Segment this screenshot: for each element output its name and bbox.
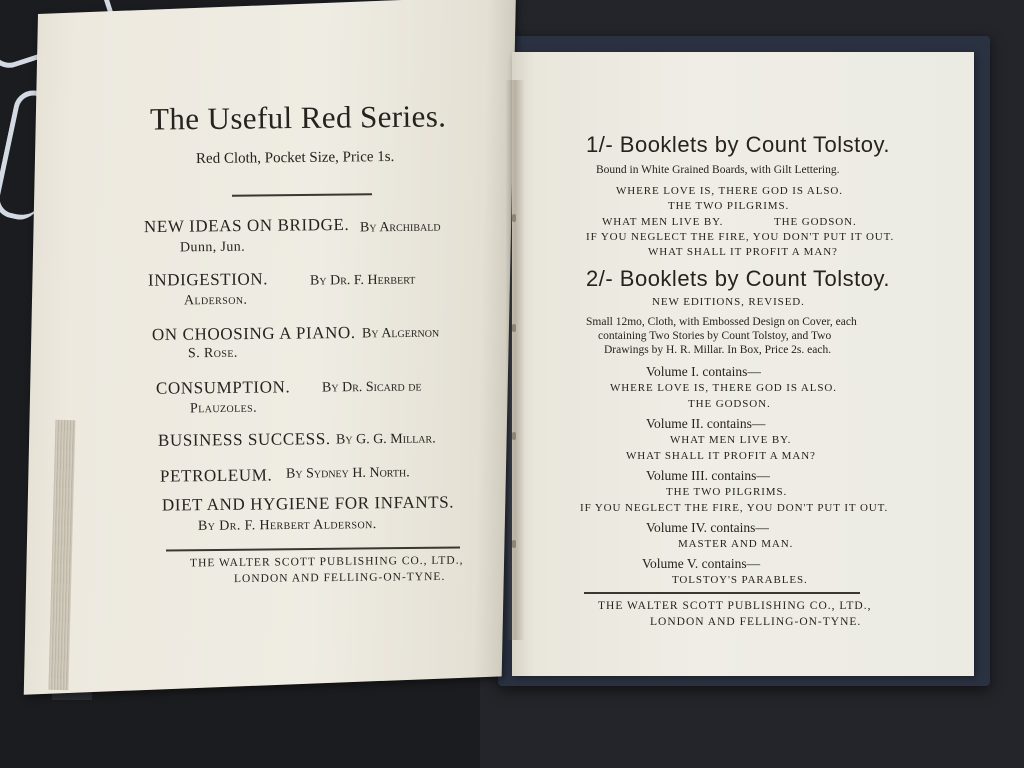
booklet-title: WHERE LOVE IS, THERE GOD IS ALSO. [616, 185, 843, 197]
booklet-title: THE GODSON. [774, 216, 857, 228]
entry-title: BUSINESS SUCCESS. [157, 429, 331, 450]
editions-note: NEW EDITIONS, REVISED. [652, 296, 805, 308]
publisher-place: LONDON AND FELLING-ON-TYNE. [650, 616, 862, 628]
binding-note: Bound in White Grained Boards, with Gilt Lettering. [596, 164, 840, 176]
publisher-place: LONDON AND FELLING-ON-TYNE. [233, 570, 446, 586]
booklet-title: IF YOU NEGLECT THE FIRE, YOU DON'T PUT IT OUT. [586, 231, 895, 243]
volume-label: Volume III. contains— [646, 468, 770, 483]
volume-label: Volume I. contains— [646, 364, 761, 379]
booklet-title: WHAT SHALL IT PROFIT A MAN? [648, 246, 838, 258]
entry-author: By Dr. Sicard de [321, 379, 422, 396]
binding-stitch [512, 432, 516, 440]
entry-title: ON CHOOSING A PIANO. [151, 322, 356, 345]
entry-author: By Dr. F. Herbert [309, 272, 416, 289]
publisher-line: THE WALTER SCOTT PUBLISHING CO., LTD., [598, 600, 872, 612]
description-line: Small 12mo, Cloth, with Embossed Design on Cover, each [586, 316, 857, 328]
volume-label: Volume II. contains— [646, 416, 766, 431]
volume-item: WHAT SHALL IT PROFIT A MAN? [626, 450, 816, 462]
entry-author: By Sydney H. North. [285, 465, 410, 482]
volume-item: THE TWO PILGRIMS. [666, 486, 788, 498]
entry-title: INDIGESTION. [147, 269, 269, 290]
description-line: Drawings by H. R. Millar. In Box, Price 2s. each. [604, 344, 832, 356]
binding-stitch [512, 214, 516, 222]
description-line: containing Two Stories by Count Tolstoy, and Two [598, 330, 832, 342]
entry-author: By Archibald [359, 219, 441, 236]
volume-item: WHERE LOVE IS, THERE GOD IS ALSO. [610, 382, 837, 394]
volume-label: Volume V. contains— [642, 556, 761, 571]
binding-stitch [512, 540, 516, 548]
right-page-heading-2: 2/- Booklets by Count Tolstoy. [586, 266, 890, 291]
entry-title: NEW IDEAS ON BRIDGE. [143, 214, 350, 237]
publisher-line: THE WALTER SCOTT PUBLISHING CO., LTD., [189, 554, 464, 570]
divider [584, 592, 860, 594]
entry-author-cont: S. Rose. [187, 345, 238, 362]
volume-label: Volume IV. contains— [646, 520, 769, 535]
entry-author: By Algernon [361, 325, 440, 342]
right-page-heading-1: 1/- Booklets by Count Tolstoy. [586, 132, 890, 157]
volume-item: TOLSTOY'S PARABLES. [672, 574, 808, 586]
entry-author-cont: Alderson. [183, 292, 248, 309]
entry-author-cont: By Dr. F. Herbert Alderson. [197, 517, 377, 534]
entry-title: CONSUMPTION. [155, 377, 291, 398]
volume-item: WHAT MEN LIVE BY. [670, 434, 792, 446]
entry-author-cont: Plauzoles. [189, 400, 258, 417]
volume-item: THE GODSON. [688, 398, 771, 410]
book-gutter [506, 80, 524, 640]
entry-author: By G. G. Millar. [335, 431, 436, 448]
booklet-title: THE TWO PILGRIMS. [668, 200, 790, 212]
volume-item: IF YOU NEGLECT THE FIRE, YOU DON'T PUT IT OUT. [580, 502, 889, 514]
entry-title: DIET AND HYGIENE FOR INFANTS. [161, 492, 455, 515]
booklet-title: WHAT MEN LIVE BY. [602, 216, 724, 228]
volume-item: MASTER AND MAN. [678, 538, 794, 550]
left-page-subtitle: Red Cloth, Pocket Size, Price 1s. [195, 148, 395, 168]
entry-title: PETROLEUM. [159, 465, 273, 486]
entry-author-cont: Dunn, Jun. [179, 239, 246, 256]
binding-stitch [512, 324, 516, 332]
left-page-title: The Useful Red Series. [149, 98, 447, 137]
